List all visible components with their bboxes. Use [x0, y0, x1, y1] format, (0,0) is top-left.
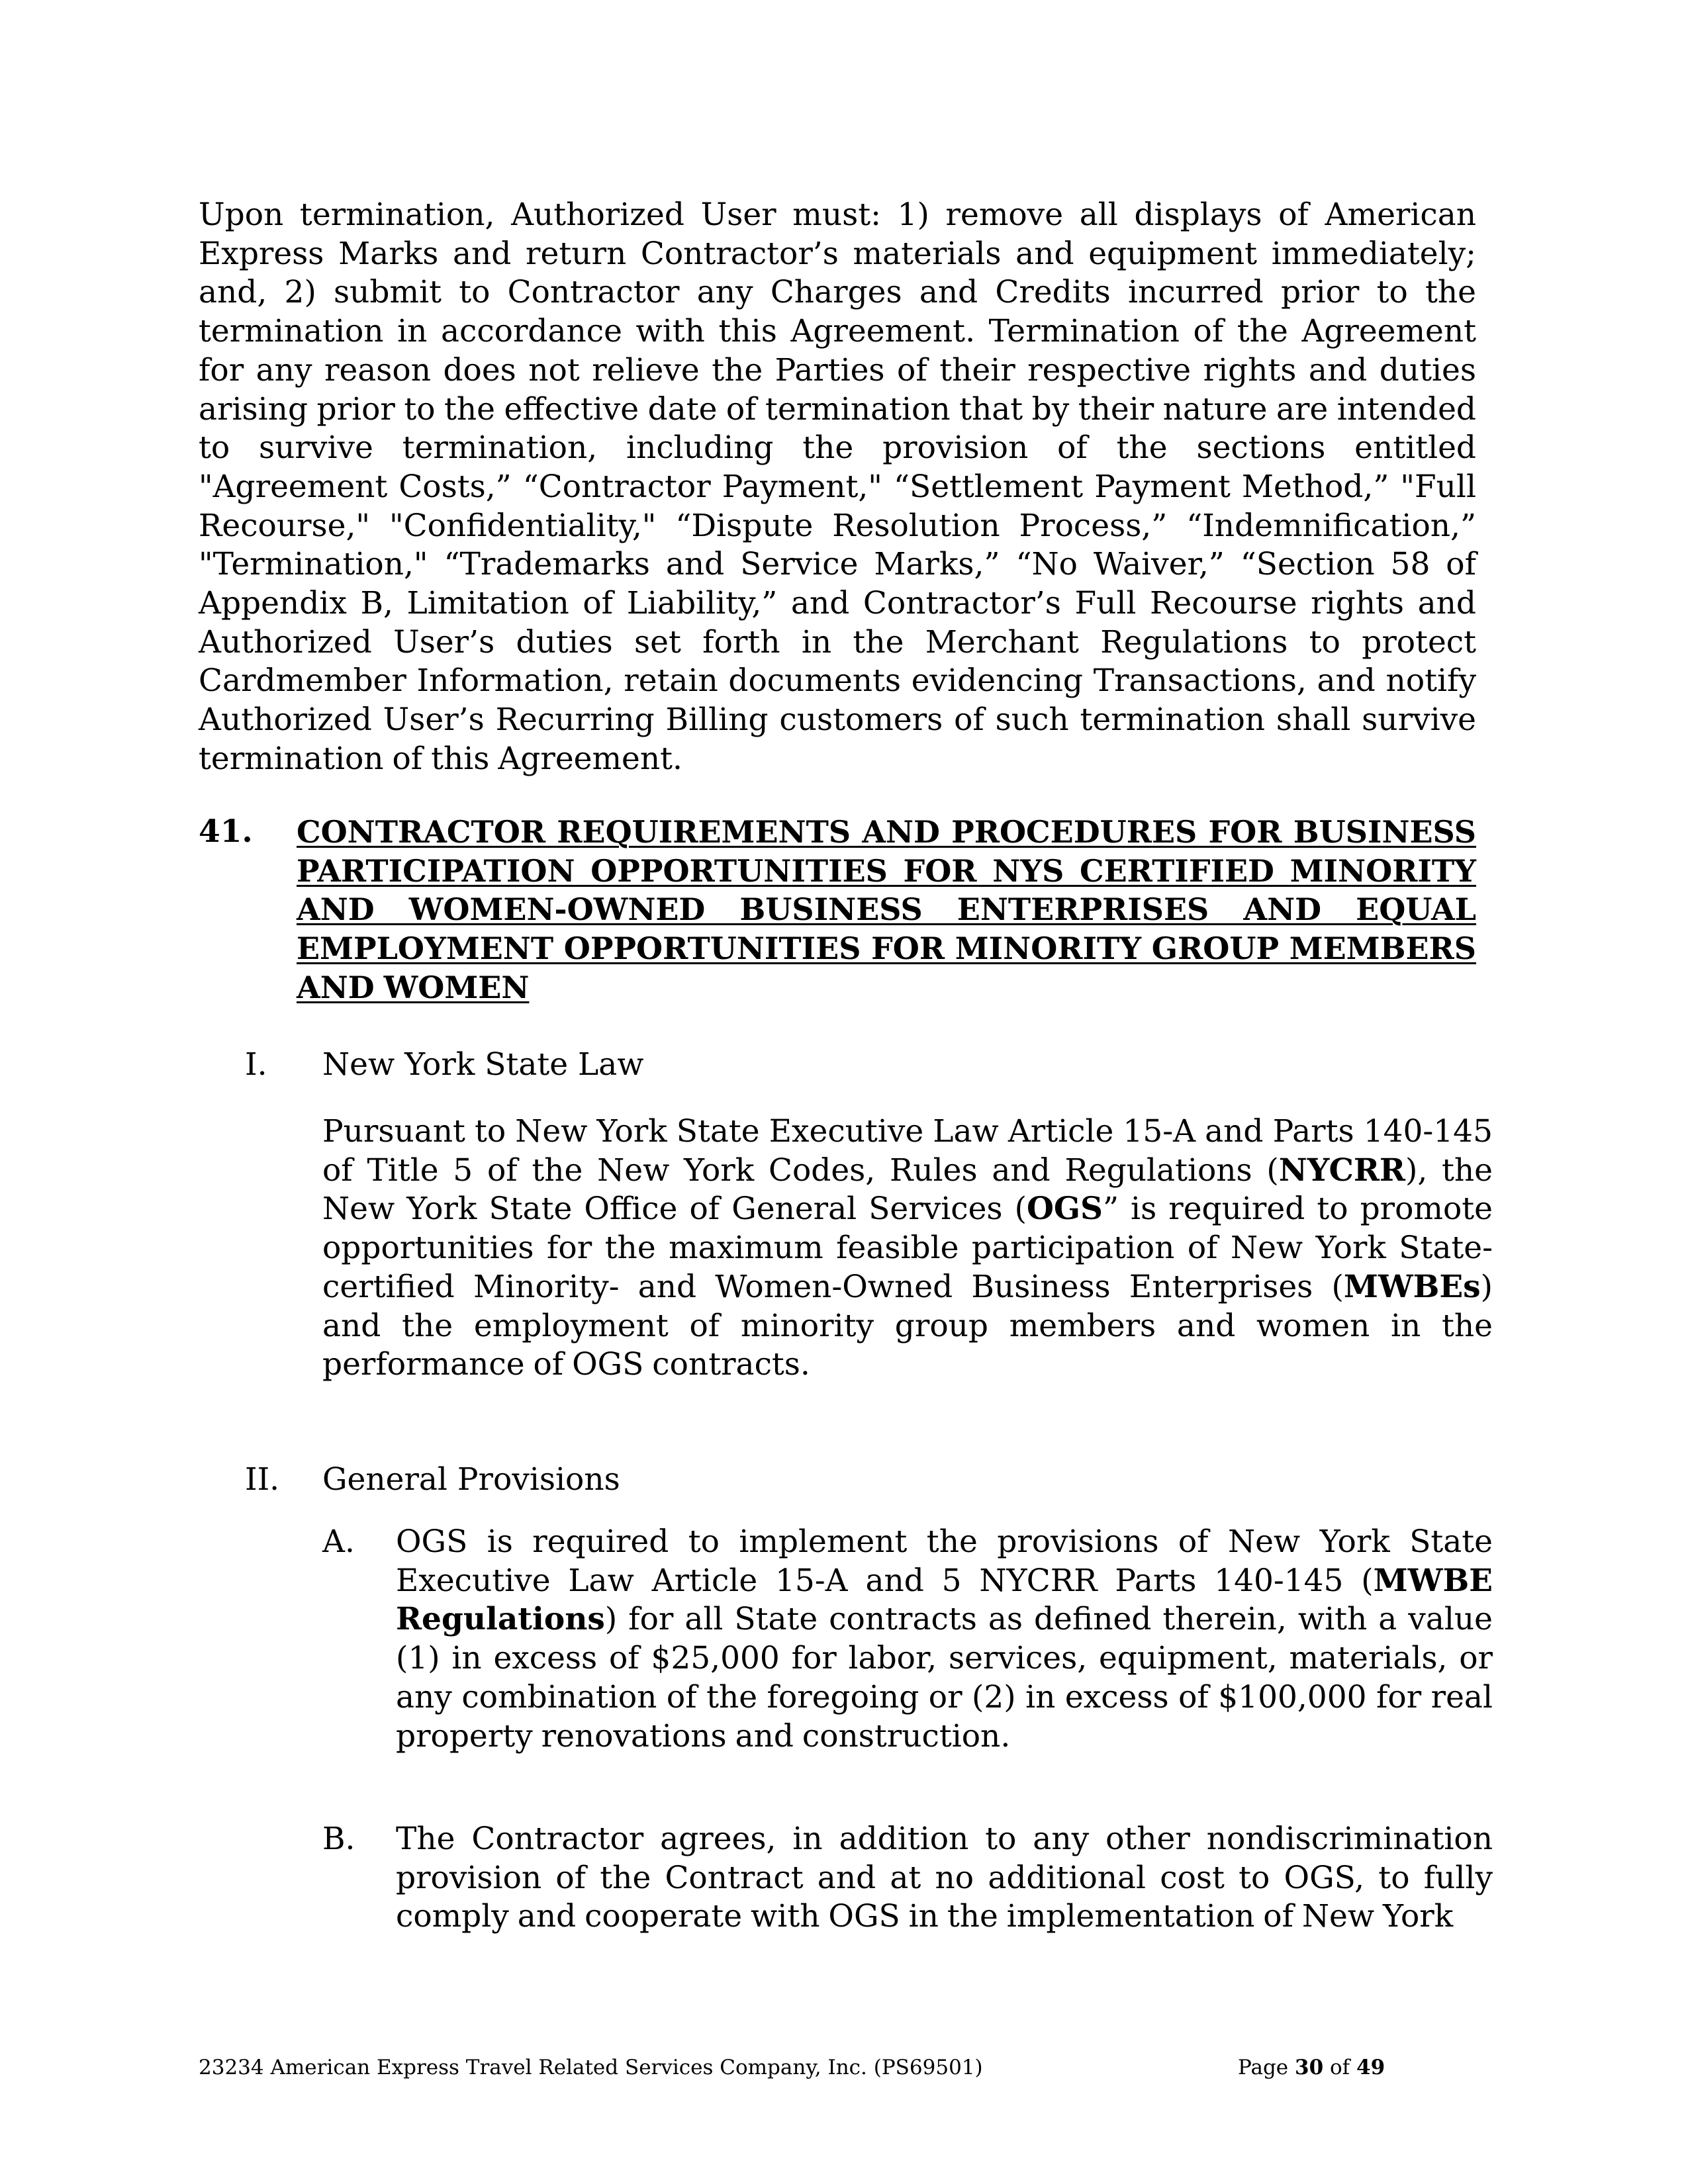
- item-b-letter: B.: [322, 1821, 355, 1857]
- part-two-numeral: II.: [245, 1461, 280, 1498]
- part-one-text-4: ) and the employment of minority group members and women in the performance of OGS contracts.: [322, 1268, 1493, 1383]
- page-label: Page: [1238, 2056, 1295, 2079]
- part-one-text-3: ” is required to promote opportunities for the maximum feasible participation of New York State-certified Minority- and Women-Owned Business Enterprises (: [322, 1191, 1493, 1305]
- item-a-letter: A.: [322, 1524, 355, 1560]
- mwbe-regulations-term: MWBE Regulations: [396, 1562, 1493, 1638]
- termination-paragraph: Upon termination, Authorized User must: 1) remove all displays of American Express Marks and return Contractor’s materials and equipment immediately; and, 2) submit to Contractor any Charges and Credits incurred prior to the termination in accordance with this Agreement. Termination of the Agreement for any reason does not relieve the Parties of their respective rights and duties arising prior to the effective date of termination that by their nature are intended to survive termination, including the provision of the sections entitled "Agreement Costs,” “Contractor Payment," “Settlement Payment Method,” "Full Recourse," "Confidentiality," “Dispute Resolution Process,” “Indemnification,” "Termination," “Trademarks and Service Marks,” “No Waiver,” “Section 58 of Appendix B, Limitation of Liability,” and Contractor’s Full Recourse rights and Authorized User’s duties set forth in the Merchant Regulations to protect Cardmember Information, retain documents evidencing Transactions, and notify Authorized User’s Recurring Billing customers of such termination shall survive termination of this Agreement.: [199, 197, 1476, 777]
- mwbes-term: MWBEs: [1343, 1268, 1481, 1305]
- part-two-heading: General Provisions: [322, 1461, 620, 1498]
- section-title: CONTRACTOR REQUIREMENTS AND PROCEDURES FOR BUSINESS PARTICIPATION OPPORTUNITIES FOR NYS CERTIFIED MINORITY AND WOMEN-OWNED BUSINESS ENTERPRISES AND EQUAL EMPLOYMENT OPPORTUNITIES FOR MINORITY GROUP MEMBERS AND WOMEN: [297, 814, 1476, 1005]
- section-number: 41.: [199, 813, 253, 850]
- current-page: 30: [1295, 2056, 1324, 2079]
- part-one-heading: New York State Law: [322, 1046, 644, 1083]
- item-a-text-1: OGS is required to implement the provisions of New York State Executive Law Article 15-A and 5 NYCRR Parts 140-145 (: [396, 1524, 1493, 1599]
- part-one-text-1: Pursuant to New York State Executive Law Article 15-A and Parts 140-145 of Title 5 of the New York Codes, Rules and Regulations (: [322, 1113, 1493, 1189]
- page-of-label: of: [1323, 2056, 1356, 2079]
- part-one-text-2: ), the New York State Office of General Services (: [322, 1152, 1493, 1228]
- total-pages: 49: [1356, 2056, 1385, 2079]
- part-one-numeral: I.: [245, 1046, 267, 1083]
- footer-document-id: 23234 American Express Travel Related Services Company, Inc. (PS69501): [199, 2056, 983, 2079]
- footer-page-number: [1238, 2054, 1385, 2081]
- part-one-paragraph: [322, 1113, 1493, 1385]
- item-b-paragraph: The Contractor agrees, in addition to any other nondiscrimination provision of the Contract and at no additional cost to OGS, to fully comply and cooperate with OGS in the implementation of New York: [396, 1821, 1493, 1935]
- item-a-paragraph: [396, 1523, 1493, 1756]
- ogs-term: OGS: [1026, 1191, 1103, 1228]
- item-a-text-2: ) for all State contracts as defined therein, with a value (1) in excess of $25,000 for labor, services, equipment, materials, or any combination of the foregoing or (2) in excess of $100,000 for real property renovations and construction.: [396, 1601, 1493, 1754]
- nycrr-term: NYCRR: [1278, 1152, 1405, 1189]
